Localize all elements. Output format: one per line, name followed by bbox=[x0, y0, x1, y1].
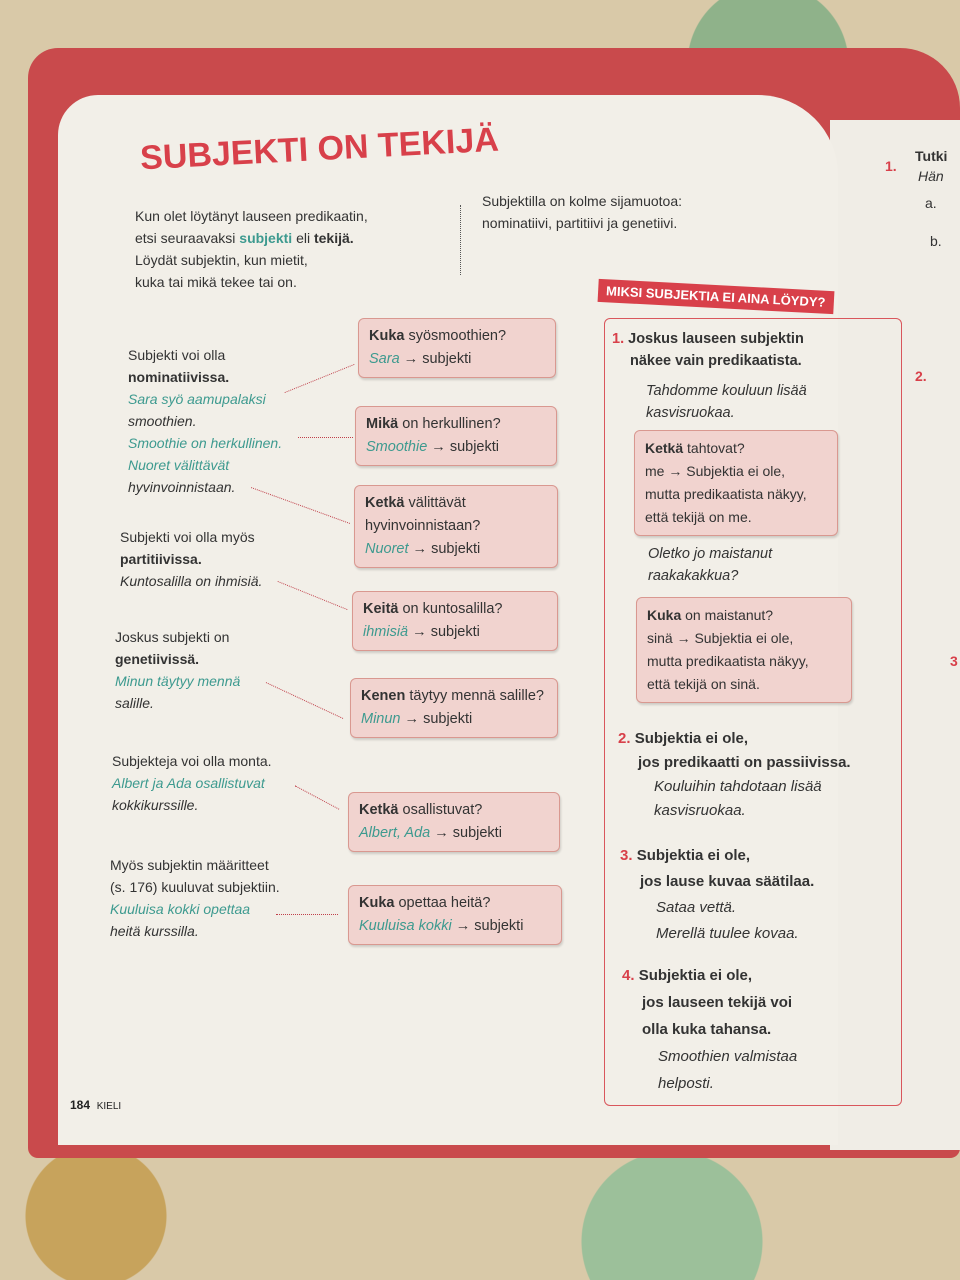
exercise-option: a. bbox=[925, 195, 937, 211]
item-number: 2. bbox=[618, 730, 631, 747]
question-word: Kuka bbox=[647, 607, 682, 623]
example: Kuntosalilla on ihmisiä. bbox=[120, 573, 263, 589]
example: Sara syö aamupalaksi bbox=[128, 391, 266, 407]
example-line: Oletko jo maistanut bbox=[648, 546, 773, 562]
question-box: Kenen täytyy mennä salille? Minun → subjekti bbox=[350, 678, 558, 738]
term-tekija: tekijä. bbox=[313, 230, 354, 246]
question-box: Ketkä välittävät hyvinvoinnistaan? Nuoret → subjekti bbox=[354, 485, 558, 568]
explanation-line: että tekijä on me. bbox=[645, 509, 752, 525]
answer-label: subjekti bbox=[452, 825, 502, 841]
example bbox=[648, 543, 772, 587]
answer: Sara bbox=[369, 351, 400, 367]
question-rest: on kuntosalilla? bbox=[398, 601, 503, 617]
example: salille. bbox=[115, 695, 154, 711]
note-case: nominatiivissa. bbox=[128, 369, 230, 385]
page-title: SUBJEKTI ON TEKIJÄ bbox=[139, 120, 500, 178]
question-word: Kuka bbox=[369, 328, 405, 344]
answer: Minun bbox=[361, 711, 401, 727]
question-word: Ketkä bbox=[645, 440, 684, 456]
example: heitä kurssilla. bbox=[110, 923, 199, 939]
divider bbox=[460, 205, 461, 275]
note-line: Subjekti voi olla myös bbox=[120, 529, 255, 545]
sidebar-item-3 bbox=[620, 843, 814, 947]
question-rest: tahtovat? bbox=[683, 440, 745, 456]
item-number: 4. bbox=[622, 967, 635, 984]
question-word: Ketkä bbox=[365, 495, 405, 511]
page-footer bbox=[70, 1098, 121, 1112]
dotted-arrow bbox=[298, 437, 353, 438]
question-word: Keitä bbox=[363, 601, 399, 617]
note-partitive bbox=[120, 526, 262, 592]
note-line: (s. 176) kuuluvat subjektiin. bbox=[110, 879, 280, 895]
example: Merellä tuulee kovaa. bbox=[656, 925, 799, 942]
explanation-line: mutta predikaatista näkyy, bbox=[647, 653, 809, 669]
note-case: partitiivissa. bbox=[120, 551, 202, 567]
note-multiple bbox=[112, 750, 272, 816]
item-heading: jos predikaatti on passiivissa. bbox=[638, 754, 851, 771]
intro-right bbox=[482, 190, 682, 234]
item-heading: näkee vain predikaatista. bbox=[630, 353, 802, 369]
question-box: Keitä on kuntosalilla? ihmisiä → subjekti bbox=[352, 591, 558, 651]
explanation-line: mutta predikaatista näkyy, bbox=[645, 486, 807, 502]
answer: Nuoret bbox=[365, 541, 409, 557]
answer-label: subjekti bbox=[422, 351, 472, 367]
text: etsi seuraavaksi bbox=[135, 230, 240, 246]
example: Sataa vettä. bbox=[656, 899, 737, 916]
item-heading: Joskus lauseen subjektin bbox=[628, 331, 804, 347]
answer-label: subjekti bbox=[423, 711, 473, 727]
item-heading: olla kuka tahansa. bbox=[642, 1021, 772, 1038]
exercise-number: 2. bbox=[915, 368, 927, 384]
intro-line: Kun olet löytänyt lauseen predikaatin, bbox=[135, 208, 368, 224]
example: smoothien. bbox=[128, 413, 197, 429]
item-heading: Subjektia ei ole, bbox=[634, 730, 749, 747]
sidebar-item-1 bbox=[612, 328, 807, 424]
text: eli bbox=[292, 230, 314, 246]
answer: Smoothie bbox=[366, 439, 428, 455]
example: Nuoret välittävät bbox=[128, 457, 230, 473]
example: helposti. bbox=[658, 1075, 714, 1092]
exercise-text: Tutki bbox=[915, 148, 948, 164]
example: Tahdomme kouluun lisää bbox=[646, 383, 807, 399]
intro-line: Subjektilla on kolme sijamuotoa: bbox=[482, 193, 682, 209]
question-rest: opettaa heitä? bbox=[394, 895, 491, 911]
example: kasvisruokaa. bbox=[654, 802, 746, 819]
answer: Kuuluisa kokki bbox=[359, 918, 452, 934]
exercise-number: 3 bbox=[950, 653, 958, 669]
section-label: KIELI bbox=[96, 1101, 122, 1112]
answer-label: subjekti bbox=[449, 439, 499, 455]
exercise-text: Hän bbox=[918, 168, 944, 184]
example: hyvinvoinnistaan. bbox=[128, 479, 236, 495]
exercise-number: 1. bbox=[885, 158, 897, 174]
sidebar-item-4 bbox=[622, 962, 797, 1097]
question-box: Kuka syösmoothien? Sara → subjekti bbox=[358, 318, 556, 378]
question-box: Ketkä osallistuvat? Albert, Ada → subjekti bbox=[348, 792, 560, 852]
question-rest: on maistanut? bbox=[681, 607, 774, 623]
example-line: raakakakkua? bbox=[648, 568, 739, 584]
note-line: Myös subjektin määritteet bbox=[110, 857, 269, 873]
question-rest: on herkullinen? bbox=[398, 416, 501, 432]
intro-line: nominatiivi, partitiivi ja genetiivi. bbox=[482, 215, 678, 231]
item-heading: jos lauseen tekijä voi bbox=[642, 994, 793, 1011]
answer-label: subjekti bbox=[430, 624, 480, 640]
answer-label: subjekti bbox=[431, 541, 481, 557]
question-rest: osallistuvat? bbox=[398, 802, 483, 818]
question-rest: täytyy mennä salille? bbox=[405, 688, 544, 704]
explanation-line: että tekijä on sinä. bbox=[647, 676, 760, 692]
question-word: Kuka bbox=[359, 895, 395, 911]
example: Kouluihin tahdotaan lisää bbox=[654, 778, 822, 795]
explanation-line: me → Subjektia ei ole, bbox=[645, 463, 786, 479]
example: kasvisruokaa. bbox=[646, 405, 735, 421]
note-line: Subjekteja voi olla monta. bbox=[112, 753, 272, 769]
note-line: Joskus subjekti on bbox=[115, 629, 230, 645]
page-number: 184 bbox=[70, 1098, 91, 1112]
question-word: Ketkä bbox=[359, 802, 399, 818]
answer-label: subjekti bbox=[474, 918, 524, 934]
example: Kuuluisa kokki opettaa bbox=[110, 901, 251, 917]
intro-line: Löydät subjektin, kun mietit, bbox=[135, 252, 308, 268]
item-number: 1. bbox=[612, 331, 625, 347]
note-nominative bbox=[128, 344, 282, 498]
sidebar-item-2 bbox=[618, 727, 851, 823]
intro-line: kuka tai mikä tekee tai on. bbox=[135, 274, 297, 290]
answer: ihmisiä bbox=[363, 624, 409, 640]
intro-text bbox=[135, 205, 368, 293]
intro-line bbox=[135, 227, 368, 249]
note-attributes bbox=[110, 854, 280, 942]
question-word: Kenen bbox=[361, 688, 406, 704]
note-case: genetiivissä. bbox=[115, 651, 200, 667]
exercise-option: b. bbox=[930, 233, 942, 249]
question-rest: syösmoothien? bbox=[404, 328, 507, 344]
item-number: 3. bbox=[620, 847, 633, 864]
note-genitive bbox=[115, 626, 240, 714]
dotted-arrow bbox=[276, 914, 338, 915]
question-box: Mikä on herkullinen? Smoothie → subjekti bbox=[355, 406, 557, 466]
example: Albert ja Ada osallistuvat bbox=[112, 775, 265, 791]
sidebar-header: MIKSI SUBJEKTIA EI AINA LÖYDY? bbox=[598, 279, 834, 314]
example: Smoothie on herkullinen. bbox=[128, 435, 283, 451]
explanation-line: sinä → Subjektia ei ole, bbox=[647, 630, 794, 646]
item-heading: Subjektia ei ole, bbox=[638, 967, 753, 984]
explanation-box bbox=[634, 430, 838, 536]
note-line: Subjekti voi olla bbox=[128, 347, 226, 363]
answer: Albert, Ada bbox=[359, 825, 431, 841]
example: Minun täytyy mennä bbox=[115, 673, 241, 689]
example: kokkikurssille. bbox=[112, 797, 199, 813]
example: Smoothien valmistaa bbox=[658, 1048, 798, 1065]
item-heading: Subjektia ei ole, bbox=[636, 847, 751, 864]
term-subjekti: subjekti bbox=[239, 230, 293, 246]
question-box: Kuka opettaa heitä? Kuuluisa kokki → subjekti bbox=[348, 885, 562, 945]
question-rest: välittävät hyvinvoinnistaan? bbox=[365, 495, 481, 534]
question-word: Mikä bbox=[366, 416, 399, 432]
item-heading: jos lause kuvaa säätilaa. bbox=[640, 873, 815, 890]
explanation-box bbox=[636, 597, 852, 703]
